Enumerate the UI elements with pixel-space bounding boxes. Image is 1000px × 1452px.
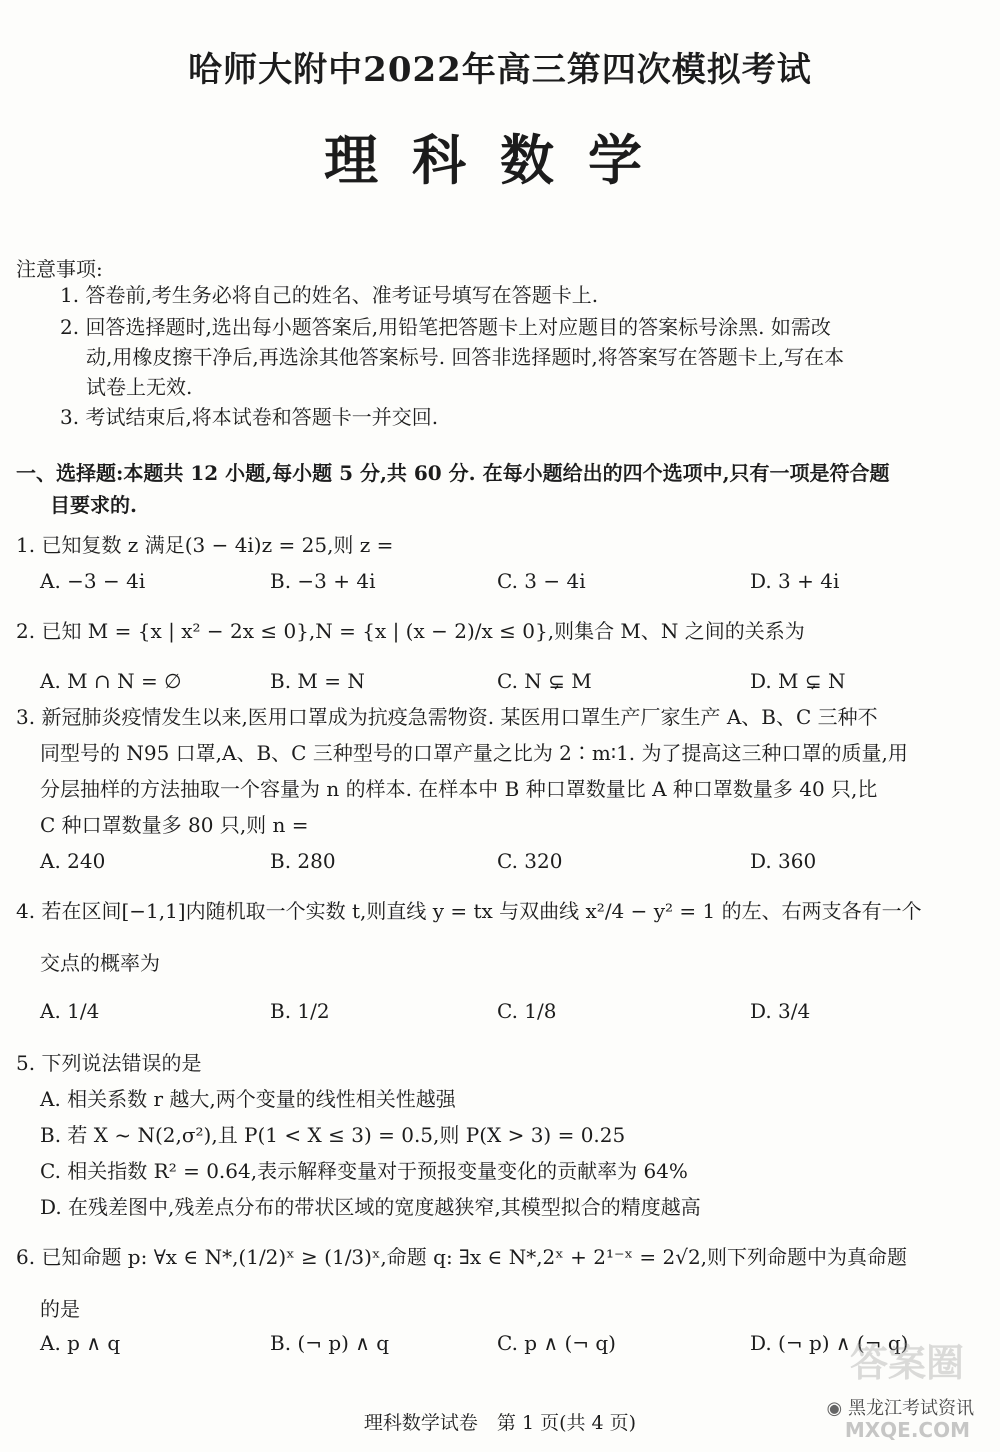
notice-heading: 注意事项: xyxy=(16,257,103,281)
option-b: B. −3 + 4i xyxy=(270,569,376,593)
subject-title: 理科数学 xyxy=(324,128,676,192)
option-c: C. p ∧ (¬ q) xyxy=(497,1331,616,1355)
option-a: A. M ∩ N = ∅ xyxy=(40,669,182,693)
option-d: D. M ⊊ N xyxy=(750,669,846,693)
question-stem: 1. 已知复数 z 满足(3 − 4i)z = 25,则 z = xyxy=(16,533,394,557)
watermark-brand: 答案圈 xyxy=(849,1341,964,1385)
wechat-icon: ◉ xyxy=(826,1398,843,1419)
question-stem-cont: C 种口罩数量多 80 只,则 n = xyxy=(40,813,309,837)
option-b: B. 280 xyxy=(270,849,336,873)
option-a: A. p ∧ q xyxy=(40,1331,121,1355)
option-c: C. 320 xyxy=(497,849,563,873)
option-d: D. 3 + 4i xyxy=(750,569,840,593)
option-a: A. 240 xyxy=(40,849,106,873)
notice-item: 1. 答卷前,考生务必将自己的姓名、准考证号填写在答题卡上. xyxy=(60,283,599,307)
notice-item: 2. 回答选择题时,选出每小题答案后,用铅笔把答题卡上对应题目的答案标号涂黑. 如需改 xyxy=(60,315,831,339)
question-stem: 6. 已知命题 p: ∀x ∈ N*,(1/2)ˣ ≥ (1/3)ˣ,命题 q: ∃x ∈ N*,2ˣ + 2¹⁻ˣ = 2√2,则下列命题中为真命题 xyxy=(16,1245,908,1269)
question-stem: 3. 新冠肺炎疫情发生以来,医用口罩成为抗疫急需物资. 某医用口罩生产厂家生产 A、B、C 三种不 xyxy=(16,705,878,729)
option-b: B. (¬ p) ∧ q xyxy=(270,1331,390,1355)
option-c: C. 1/8 xyxy=(497,999,557,1023)
option-a: A. 1/4 xyxy=(40,999,100,1023)
section-heading-cont: 目要求的. xyxy=(50,493,137,517)
watermark-source xyxy=(827,1394,974,1420)
notice-item: 动,用橡皮擦干净后,再选涂其他答案标号. 回答非选择题时,将答案写在答题卡上,写在本 xyxy=(86,345,845,369)
question-stem-cont: 分层抽样的方法抽取一个容量为 n 的样本. 在样本中 B 种口罩数量比 A 种口罩数量多 40 只,比 xyxy=(40,777,878,801)
question-stem: 4. 若在区间[−1,1]内随机取一个实数 t,则直线 y = tx 与双曲线 x²/4 − y² = 1 的左、右两支各有一个 xyxy=(16,899,922,923)
question-stem-cont: 交点的概率为 xyxy=(40,951,160,975)
watermark-source-text: 黑龙江考试资讯 xyxy=(848,1398,974,1419)
watermark-url: MXQE.COM xyxy=(844,1418,970,1442)
exam-title: 哈师大附中2022年高三第四次模拟考试 xyxy=(188,50,812,90)
option-b: B. M = N xyxy=(270,669,365,693)
option-c: C. N ⊊ M xyxy=(497,669,592,693)
section-heading: 一、选择题:本题共 12 小题,每小题 5 分,共 60 分. 在每小题给出的四个选项中,只有一项是符合题 xyxy=(16,461,890,485)
option-b: B. 若 X ~ N(2,σ²),且 P(1 < X ≤ 3) = 0.5,则 P(X > 3) = 0.25 xyxy=(40,1123,626,1147)
option-d: D. (¬ p) ∧ (¬ q) xyxy=(750,1331,909,1355)
question-stem: 2. 已知 M = {x | x² − 2x ≤ 0},N = {x | (x − 2)/x ≤ 0},则集合 M、N 之间的关系为 xyxy=(16,619,805,643)
watermark xyxy=(744,1332,974,1442)
question-stem-cont: 的是 xyxy=(40,1297,80,1321)
page-footer: 理科数学试卷 第 1 页(共 4 页) xyxy=(363,1412,637,1434)
option-a: A. 相关系数 r 越大,两个变量的线性相关性越强 xyxy=(40,1087,456,1111)
question-stem-cont: 同型号的 N95 口罩,A、B、C 三种型号的口罩产量之比为 2∶m∶1. 为了提高这三种口罩的质量,用 xyxy=(40,741,908,765)
option-a: A. −3 − 4i xyxy=(40,569,146,593)
question-stem: 5. 下列说法错误的是 xyxy=(16,1051,202,1075)
option-d: D. 在残差图中,残差点分布的带状区域的宽度越狭窄,其模型拟合的精度越高 xyxy=(40,1195,701,1219)
notice-item: 试卷上无效. xyxy=(86,375,193,399)
option-c: C. 3 − 4i xyxy=(497,569,586,593)
option-b: B. 1/2 xyxy=(270,999,330,1023)
option-d: D. 360 xyxy=(750,849,817,873)
option-d: D. 3/4 xyxy=(750,999,811,1023)
option-c: C. 相关指数 R² = 0.64,表示解释变量对于预报变量变化的贡献率为 64% xyxy=(40,1159,688,1183)
notice-item: 3. 考试结束后,将本试卷和答题卡一并交回. xyxy=(60,405,439,429)
